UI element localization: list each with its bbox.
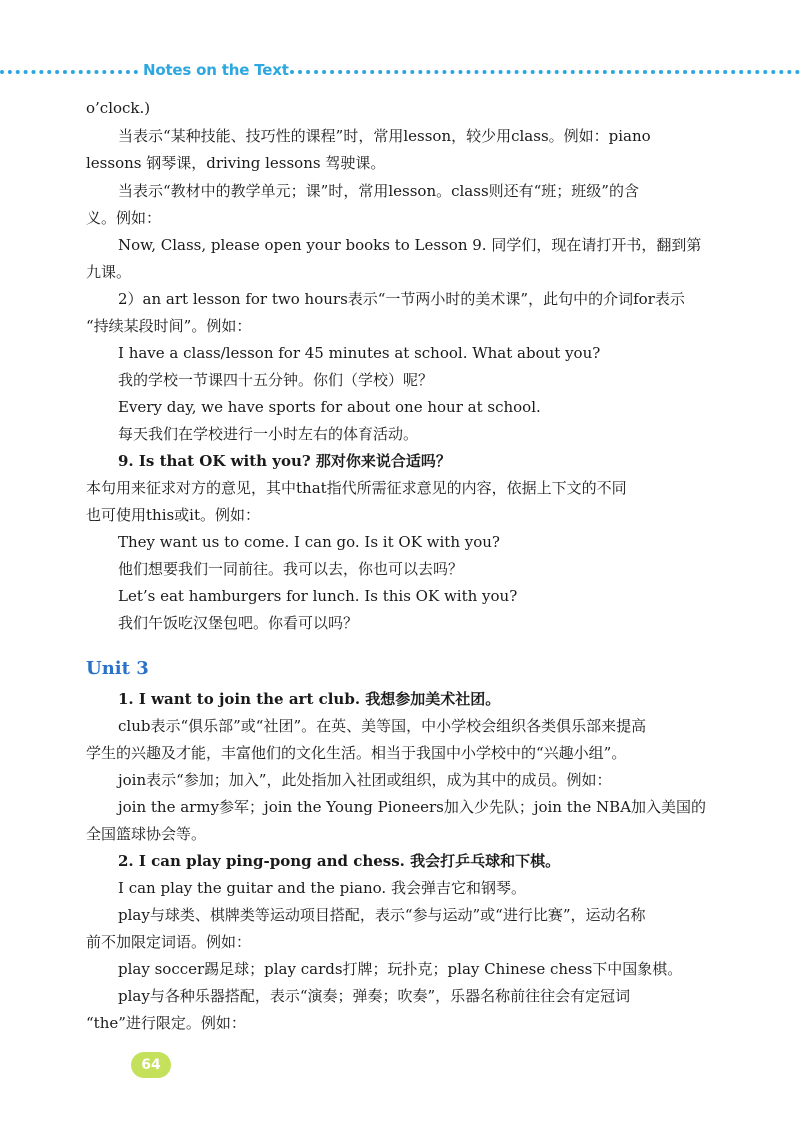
example-translation: 每天我们在学校进行一小时左右的体育活动。	[118, 425, 419, 443]
example-translation: 他们想要我们一同前往。我可以去，你也可以去吗？	[118, 560, 464, 578]
text-line: 2）an art lesson for two hours表示“一节两小时的美术课”，此句中的介词for表示	[118, 290, 685, 308]
text-line: 学生的兴趣及才能，丰富他们的文化生活。相当于我国中小学校中的“兴趣小组”。	[86, 744, 627, 762]
text-line: Now, Class, please open your books to Lesson 9. 同学们，现在请打开书，翻到第	[118, 236, 702, 254]
text-line: join表示“参加；加入”，此处指加入社团或组织，成为其中的成员。例如：	[118, 771, 612, 789]
example-sentence: Every day, we have sports for about one hour at school.	[118, 398, 541, 416]
dotted-rule-right	[290, 70, 800, 74]
text-line: 本句用来征求对方的意见，其中that指代所需征求意见的内容，依据上下文的不同	[86, 479, 627, 497]
text-line: club表示“俱乐部”或“社团”。在英、美等国，中小学校会组织各类俱乐部来提高	[118, 717, 647, 735]
example-translation: 我的学校一节课四十五分钟。你们（学校）呢？	[118, 371, 434, 389]
unit-heading: Unit 3	[86, 658, 149, 679]
text-line: 前不加限定词语。例如：	[86, 933, 252, 951]
page-number-badge: 64	[131, 1052, 171, 1078]
text-line: 义。例如：	[86, 209, 162, 227]
text-line: lessons 钢琴课，driving lessons 驾驶课。	[86, 154, 386, 172]
text-line: 也可使用this或it。例如：	[86, 506, 261, 524]
text-line: o’clock.)	[86, 99, 151, 117]
text-line: “持续某段时间”。例如：	[86, 317, 252, 335]
example-sentence: They want us to come. I can go. Is it OK with you?	[118, 533, 500, 551]
example-sentence: I have a class/lesson for 45 minutes at school. What about you?	[118, 344, 601, 362]
text-line: play与球类、棋牌类等运动项目搭配，表示“参与运动”或“进行比赛”，运动名称	[118, 906, 646, 924]
text-line: join the army参军；join the Young Pioneers加入少先队；join the NBA加入美国的	[118, 798, 707, 816]
text-line: 当表示“教材中的教学单元；课”时，常用lesson。class则还有“班；班级”的含	[118, 182, 639, 200]
text-line: 九课。	[86, 263, 132, 281]
text-line: play与各种乐器搭配，表示“演奏；弹奏；吹奏”，乐器名称前往往会有定冠词	[118, 987, 631, 1005]
example-sentence: I can play the guitar and the piano. 我会弹吉它和钢琴。	[118, 879, 526, 897]
note-heading: 1. I want to join the art club. 我想参加美术社团。	[118, 690, 501, 708]
text-line: “the”进行限定。例如：	[86, 1014, 246, 1032]
example-translation: 我们午饭吃汉堡包吧。你看可以吗？	[118, 614, 359, 632]
header-title: Notes on the Text	[143, 61, 289, 79]
example-sentence: Let’s eat hamburgers for lunch. Is this OK with you?	[118, 587, 518, 605]
text-line: play soccer踢足球；play cards打牌；玩扑克；play Chinese chess下中国象棋。	[118, 960, 683, 978]
running-header	[0, 60, 800, 84]
text-line: 全国篮球协会等。	[86, 825, 207, 843]
note-heading: 2. I can play ping-pong and chess. 我会打乒乓球和下棋。	[118, 852, 561, 870]
dotted-rule-left	[0, 70, 138, 74]
note-heading: 9. Is that OK with you? 那对你来说合适吗？	[118, 452, 451, 470]
text-line: 当表示“某种技能、技巧性的课程”时，常用lesson，较少用class。例如：piano	[118, 127, 651, 145]
